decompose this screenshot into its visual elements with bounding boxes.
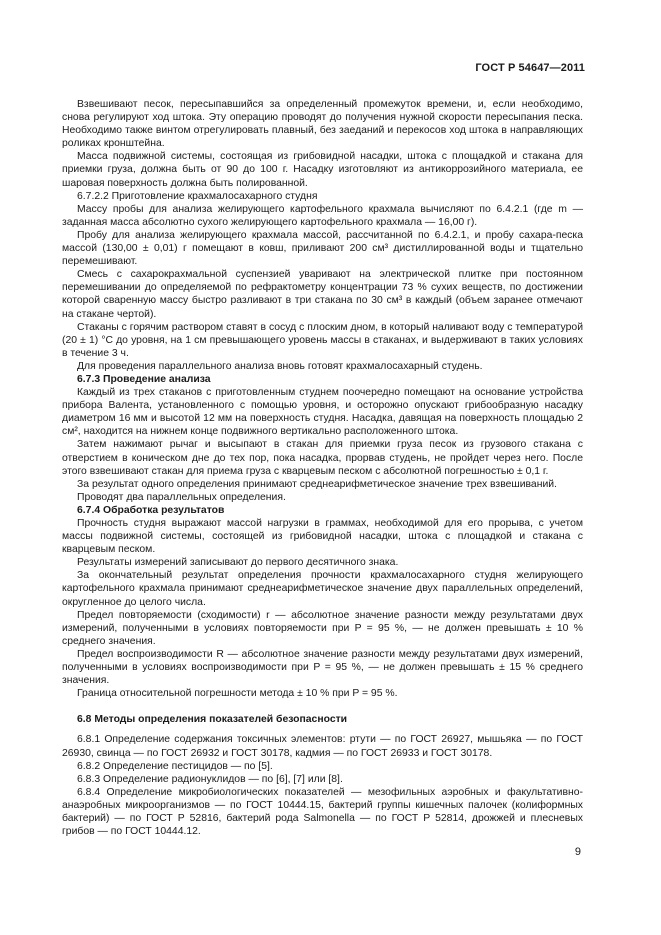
paragraph: Масса подвижной системы, состоящая из грибовидной насадки, штока с площадкой и стакана для приемки груза, должна быть от 90 до 100 г. Насадку изготовляют из антикоррозийного материала, ее шаровая поверхность должна быть полированной. [62,151,583,189]
subsection-heading: 6.7.2.2 Приготовление крахмалосахарного студня [77,190,318,202]
paragraph: Для проведения параллельного анализа вновь готовят крахмалосахарный студень. [77,360,483,372]
page-number: 9 [574,846,581,858]
paragraph: Массу пробы для анализа желирующего картофельного крахмала вычисляют по 6.4.2.1 (где m — заданная масса абсолютно сухого желирующего картофельного крахмала — 16,00 г). [62,203,583,228]
paragraph: Стаканы с горячим раствором ставят в сосуд с плоским дном, в который наливают воду с температурой (20 ± 1) °С до уровня, на 1 см превышающего уровень массы в стаканах, и выдерживают в таких условиях в течение 3 ч. [62,321,583,359]
paragraph: Граница относительной погрешности метода ± 10 % при P = 95 %. [77,688,398,700]
paragraph: Предел повторяемости (сходимости) r — абсолютное значение разности между результатами двух измерений, полученными в условиях повторяемости при P = 95 %, — не должен превышать ± 10 % среднего значения. [62,609,583,647]
paragraph: 6.8.1 Определение содержания токсичных элементов: ртути — по ГОСТ 26927, мышьяка — по ГОСТ 26930, свинца — по ГОСТ 26932 и ГОСТ 30178, кадмия — по ГОСТ 26933 и ГОСТ 30178. [62,734,583,759]
paragraph: Предел воспроизводимости R — абсолютное значение разности между результатами двух измерений, полученными в условиях воспроизводимости при P = 95 %, — не должен превышать ± 15 % среднего значения. [62,648,583,687]
paragraph: Прочность студня выражают массой нагрузки в граммах, необходимой для его прорыва, с учетом массы подвижной системы, состоящей из грибовидной насадки, штока с площадкой и стакана с кварцевым песком. [62,518,583,556]
section-heading: 6.8 Методы определения показателей безопасности [77,714,348,726]
standard-header: ГОСТ Р 54647—2011 [475,62,585,74]
paragraph: Смесь с сахарокрахмальной суспензией уваривают на электрической плитке при постоянном перемешивании до определяемой по рефрактометру концентрации 73 % сухих веществ, по достижении которой сваренную массу быстро разливают в три стакана по 30 см³ в каждый (объем заранее отмечают на стакане чертой). [62,269,583,320]
paragraph: Результаты измерений записывают до первого десятичного знака. [77,557,399,569]
subsection-heading: 6.7.4 Обработка результатов [77,504,225,516]
paragraph: Пробу для анализа желирующего крахмала массой, рассчитанной по 6.4.2.1, и пробу сахара-песка массой (130,00 ± 0,01) г помещают в ковш, приливают 200 см³ дистиллированной воды и тщательно перемешивают. [62,229,583,268]
paragraph: 6.8.2 Определение пестицидов — по [5]. [77,760,273,772]
paragraph: Затем нажимают рычаг и высыпают в стакан для приемки груза песок из грузового стакана с отверстием в коническом дне до тех пор, пока насадка, прорвав студень, не пройдет через него. После этого взвешивают стакан для приема груза с кварцевым песком с абсолютной погрешностью ± 0,1 г. [62,439,583,477]
paragraph: Каждый из трех стаканов с приготовленным студнем поочередно помещают на основание устройства прибора Валента, установленного с помощью уровня, и осторожно опускают грибообразную насадку диаметром 16 мм и высотой 12 мм на поверхность студня. Насадка, давящая на поверхность площадью 2 см², находится на нижнем конце подвижного вертикально расположенного штока. [62,387,583,438]
paragraph: За результат одного определения принимают среднеарифметическое значение трех взвешиваний. [77,478,557,490]
subsection-heading: 6.7.3 Проведение анализа [77,373,211,385]
document-body [62,98,583,838]
paragraph: Взвешивают песок, пересыпавшийся за определенный промежуток времени, и, если необходимо, снова регулируют ход штока. Эту операцию проводят до получения нужной скорости пересыпания песка. Необходимо также винтом отрегулировать плавный, без заеданий и перекосов ход штока в направляющих роликах кронштейна. [62,99,583,150]
paragraph: 6.8.3 Определение радионуклидов — по [6], [7] или [8]. [77,773,343,785]
paragraph: Проводят два параллельных определения. [77,491,286,503]
paragraph: 6.8.4 Определение микробиологических показателей — мезофильных аэробных и факультативно-анаэробных микроорганизмов — по ГОСТ 10444.15, бактерий группы кишечных палочек (колиформных бактерий) — по ГОСТ Р 52816, бактерий рода Salmonella — по ГОСТ Р 52814, дрожжей и плесневых грибов — по ГОСТ 10444.12. [62,786,583,838]
paragraph: За окончательный результат определения прочности крахмалосахарного студня желирующего картофельного крахмала принимают среднеарифметическое значение двух параллельных определений, округленное до целого числа. [62,570,583,608]
